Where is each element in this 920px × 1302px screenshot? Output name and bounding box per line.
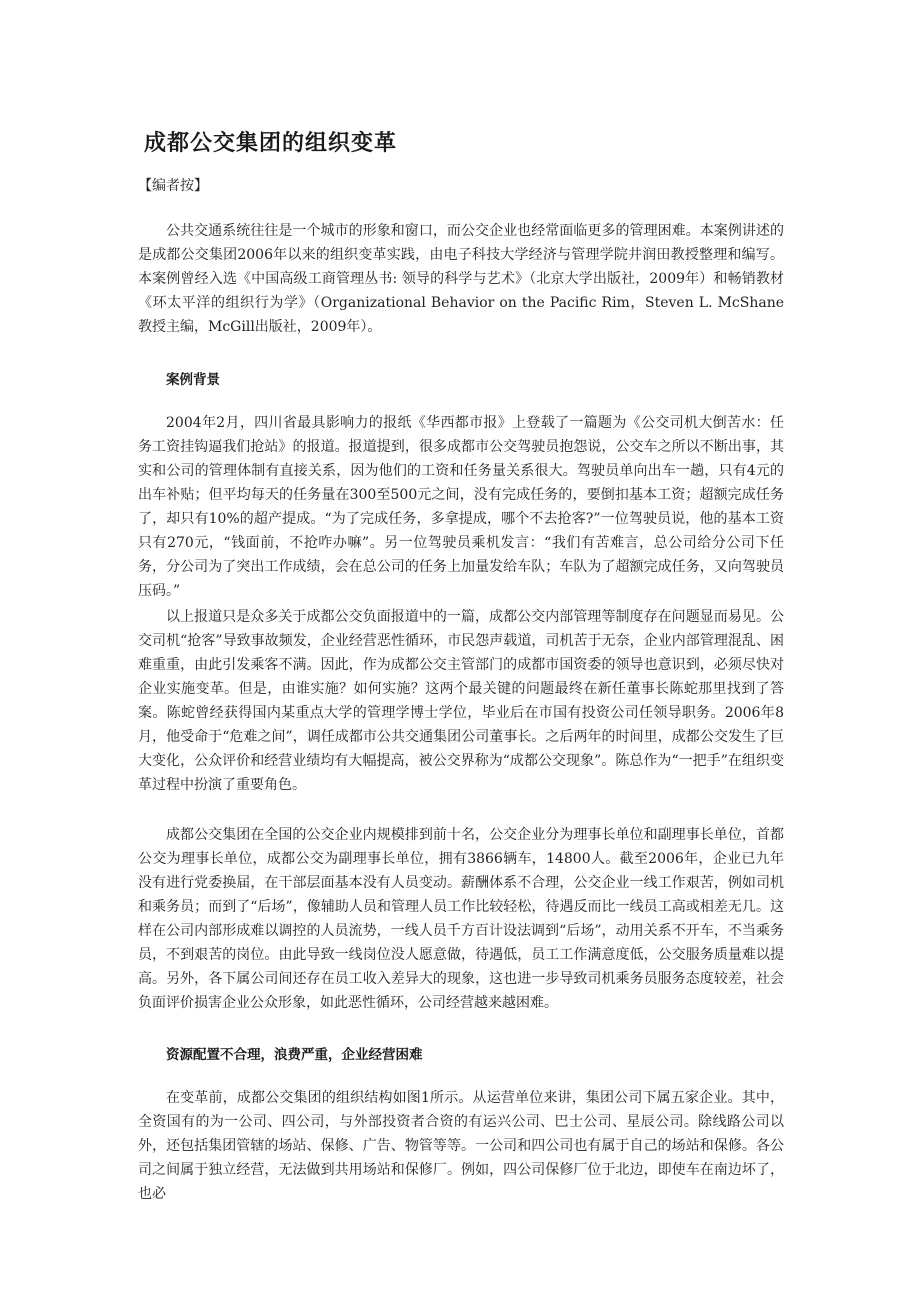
group-overview-paragraph: 成都公交集团在全国的公交企业内规模排到前十名，公交企业分为理事长单位和副理事长单位，首都公交为理事长单位，成都公交为副理事长单位，拥有3866辆车，14800人。截至2006年，企业已九年没有进行党委换届，在干部层面基本没有人员变动。薪酬体系不合理，公交企业一线工作艰苦，例如司机和乘务员；而到了“后场”，像辅助人员和管理人员工作比较轻松，待遇反而比一线员工高或相差无几。这样在公司内部形成难以调控的人员流势，一线人员千方百计设法调到“后场”，动用关系不开车，不当乘务员，不到艰苦的岗位。由此导致一线岗位没人愿意做，待遇低，员工工作满意度低，公交服务质量难以提高。另外，各下属公司间还存在员工收入差异大的现象，这也进一步导致司机乘务员服务态度较差，社会负面评价损害企业公众形象，如此恶性循环，公司经营越来越困难。 <box>138 827 784 1011</box>
structure-paragraph: 在变革前，成都公交集团的组织结构如图1所示。从运营单位来讲，集团公司下属五家企业。其中，全资国有的为一公司、四公司，与外部投资者合资的有运兴公司、巴士公司、星辰公司。除线路公司以外，还包括集团管辖的场站、保修、广告、物管等等。一公司和四公司也有属于自己的场站和保修。各公司之间属于独立经营，无法做到共用场站和保修厂。例如，四公司保修厂位于北边，即使车在南边坏了，也必 <box>138 1090 784 1202</box>
section-heading-background: 案例背景 <box>166 372 220 388</box>
section-heading-resources: 资源配置不合理，浪费严重，企业经营困难 <box>166 1047 423 1063</box>
report-paragraph: 2004年2月，四川省最具影响力的报纸《华西都市报》上登载了一篇题为《公交司机大倒苦水：任务工资挂钩逼我们抢站》的报道。报道提到，很多成都市公交驾驶员抱怨说，公交车之所以不断出事，其实和公司的管理体制有直接关系，因为他们的工资和任务量关系很大。驾驶员单向出车一趟，只有4元的出车补贴；但平均每天的任务量在300至500元之间，没有完成任务的，要倒扣基本工资；超额完成任务了，却只有10%的超产提成。“为了完成任务，多拿提成，哪个不去抢客?”一位驾驶员说，他的基本工资只有270元，“钱面前，不抢咋办嘛”。另一位驾驶员乘机发言：“我们有苦难言，总公司给分公司下任务，分公司为了突出工作成绩，会在总公司的任务上加量发给车队；车队为了超额完成任务，又向驾驶员压码。” <box>138 415 784 599</box>
document-title: 成都公交集团的组织变革 <box>144 131 398 156</box>
intro-paragraph: 公共交通系统往往是一个城市的形象和窗口，而公交企业也经常面临更多的管理困难。本案例讲述的是成都公交集团2006年以来的组织变革实践，由电子科技大学经济与管理学院井润田教授整理和编写。本案例曾经入选《中国高级工商管理丛书: 领导的科学与艺术》（北京大学出版社，2009年）和畅销教材《环太平洋的组织行为学》（Organizational Behavior on the Pacific Rim，Steven L. McShane教授主编，McGill出版社，2009年）。 <box>138 223 784 335</box>
analysis-paragraph: 以上报道只是众多关于成都公交负面报道中的一篇，成都公交内部管理等制度存在问题显而易见。公交司机“抢客”导致事故频发，企业经营恶性循环，市民怨声载道，司机苦于无奈，企业内部管理混乱、困难重重，由此引发乘客不满。因此，作为成都公交主管部门的成都市国资委的领导也意识到，必须尽快对企业实施变革。但是，由谁实施？如何实施？这两个最关键的问题最终在新任董事长陈蛇那里找到了答案。陈蛇曾经获得国内某重点大学的管理学博士学位，毕业后在市国有投资公司任领导职务。2006年8月，他受命于“危难之间”，调任成都市公共交通集团公司董事长。之后两年的时间里，成都公交发生了巨大变化，公众评价和经营业绩均有大幅提高，被公交界称为“成都公交现象”。陈总作为“一把手”在组织变革过程中扮演了重要角色。 <box>138 609 784 793</box>
editor-note-label: 【编者按】 <box>138 178 208 194</box>
